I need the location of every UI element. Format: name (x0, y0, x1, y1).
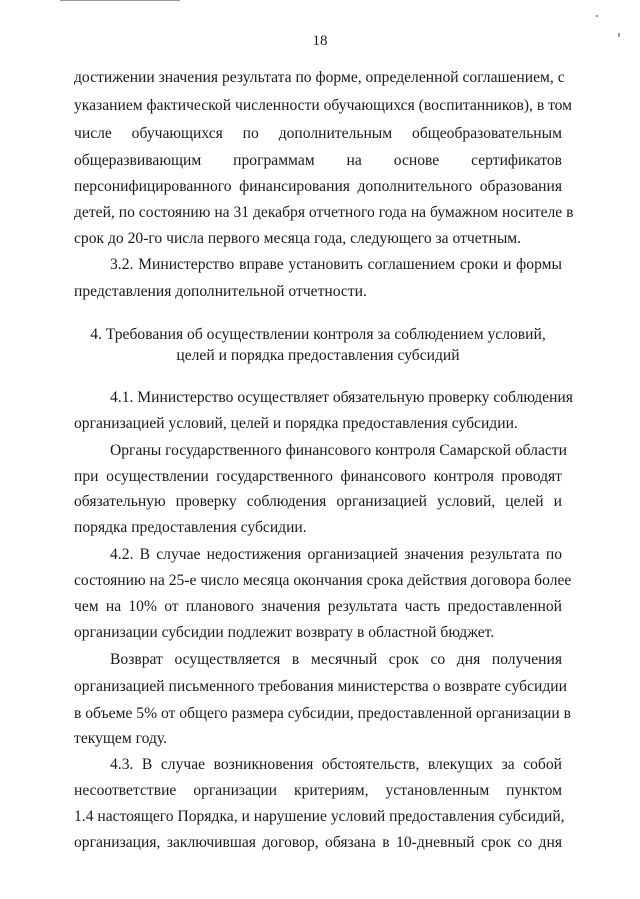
paragraph-line: Органы государственного финансового контроля Самарской области (110, 442, 567, 459)
paragraph-line: 3.2. Министерство вправе установить соглашением сроки и формы (110, 256, 562, 273)
paragraph-line: чем на 10% от планового значения результата часть предоставленной (74, 598, 562, 615)
paragraph-line: персонифицированного финансирования дополнительного образования (74, 178, 562, 195)
paragraph-line: 1.4 настоящего Порядка, и нарушение условий предоставления субсидий, (74, 808, 565, 825)
paragraph-line: 4.3. В случае возникновения обстоятельств, влекущих за собой (110, 756, 562, 773)
paragraph-line: организацией условий, целей и порядка предоставления субсидии. (74, 415, 518, 432)
paragraph-line: организации субсидии подлежит возврату в областной бюджет. (74, 624, 495, 641)
scan-artifact (60, 0, 180, 1)
page-number: 18 (312, 33, 328, 49)
paragraph-line: указанием фактической численности обучающихся (воспитанников), в том (74, 97, 573, 114)
paragraph-line: 4.2. В случае недостижения организацией значения результата по (110, 546, 562, 563)
paragraph-line: организация, заключившая договор, обязана в 10-дневный срок со дня (74, 834, 562, 851)
paragraph-line: числе обучающихся по дополнительным общеобразовательным (74, 125, 562, 142)
section-heading-line: 4. Требования об осуществлении контроля за соблюдением условий, (90, 326, 546, 343)
paragraph-line: детей, по состоянию на 31 декабря отчетного года на бумажном носителе в (74, 204, 574, 221)
paragraph-line: состоянию на 25-е число месяца окончания срока действия договора более (74, 572, 572, 589)
paragraph-line: 4.1. Министерство осуществляет обязательную проверку соблюдения (110, 389, 573, 406)
paragraph-line: достижении значения результата по форме, определенной соглашением, с (74, 69, 565, 86)
scan-artifact (618, 33, 620, 37)
paragraph-line: в объеме 5% от общего размера субсидии, предоставленной организации в (74, 705, 572, 722)
paragraph-line: организацией письменного требования министерства о возврате субсидии (74, 678, 567, 695)
paragraph-line: при осуществлении государственного финансового контроля проводят (74, 468, 562, 485)
paragraph-line: обязательную проверку соблюдения организацией условий, целей и (74, 493, 562, 510)
paragraph-line: представления дополнительной отчетности. (74, 283, 367, 300)
section-heading-line: целей и порядка предоставления субсидий (176, 347, 460, 364)
paragraph-line: общеразвивающим программам на основе сертификатов (74, 152, 562, 169)
paragraph-line: Возврат осуществляется в месячный срок со дня получения (110, 651, 562, 668)
scan-artifact (596, 15, 598, 17)
paragraph-line: текущем году. (74, 730, 168, 747)
paragraph-line: порядка предоставления субсидии. (74, 519, 307, 536)
paragraph-line: несоответствие организации критериям, установленным пунктом (74, 782, 562, 799)
paragraph-line: срок до 20-го числа первого месяца года, следующего за отчетным. (74, 230, 522, 247)
